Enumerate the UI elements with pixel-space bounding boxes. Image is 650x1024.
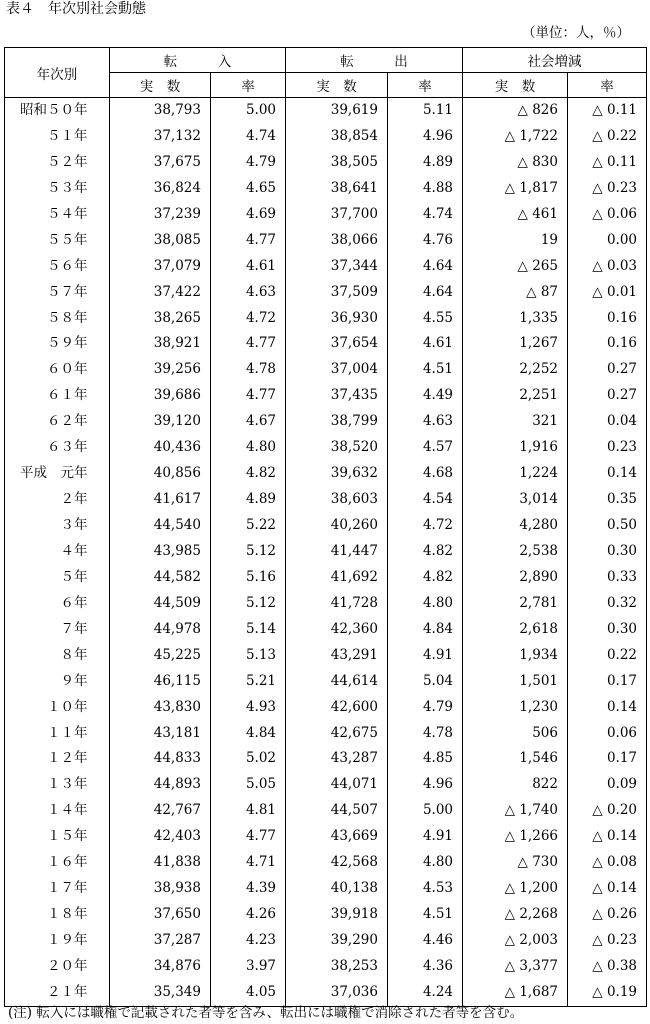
table-row: [5, 254, 647, 280]
out-count-cell: 41,692: [286, 565, 388, 591]
change-rate-cell: 0.50: [568, 513, 647, 539]
year-cell: ５２年: [5, 150, 110, 176]
out-rate-cell: 4.82: [388, 539, 463, 565]
table-row: [5, 124, 647, 150]
change-rate-cell: △ 0.14: [568, 824, 647, 850]
in-rate-cell: 5.13: [211, 643, 286, 669]
in-rate-cell: 4.71: [211, 850, 286, 876]
year-cell: １７年: [5, 876, 110, 902]
in-rate-cell: 4.78: [211, 357, 286, 383]
change-count-cell: 1,916: [463, 435, 568, 461]
year-cell: ５年: [5, 565, 110, 591]
in-count-cell: 40,856: [110, 461, 211, 487]
year-cell: ５８年: [5, 306, 110, 332]
in-rate-cell: 4.23: [211, 928, 286, 954]
in-count-cell: 44,893: [110, 772, 211, 798]
year-cell: １６年: [5, 850, 110, 876]
change-rate-cell: △ 0.03: [568, 254, 647, 280]
change-count-cell: △ 1,200: [463, 876, 568, 902]
in-rate-cell: 4.77: [211, 331, 286, 357]
change-count-cell: 2,618: [463, 617, 568, 643]
year-cell: ８年: [5, 643, 110, 669]
in-count-cell: 39,120: [110, 409, 211, 435]
in-count-cell: 44,509: [110, 591, 211, 617]
change-rate-cell: 0.04: [568, 409, 647, 435]
change-rate-cell: 0.22: [568, 643, 647, 669]
out-rate-cell: 4.80: [388, 850, 463, 876]
out-rate-cell: 4.79: [388, 695, 463, 721]
in-rate-cell: 4.26: [211, 902, 286, 928]
change-rate-cell: 0.32: [568, 591, 647, 617]
out-rate-cell: 4.76: [388, 228, 463, 254]
change-count-cell: △ 2,003: [463, 928, 568, 954]
change-rate-cell: 0.06: [568, 721, 647, 747]
out-count-cell: 39,619: [286, 98, 388, 124]
change-rate-cell: △ 0.01: [568, 280, 647, 306]
out-count-cell: 39,290: [286, 928, 388, 954]
out-count-cell: 44,507: [286, 798, 388, 824]
year-cell: ６１年: [5, 383, 110, 409]
out-rate-cell: 4.61: [388, 331, 463, 357]
year-cell: １９年: [5, 928, 110, 954]
change-rate-cell: 0.30: [568, 617, 647, 643]
in-rate-cell: 4.77: [211, 824, 286, 850]
out-count-cell: 37,344: [286, 254, 388, 280]
change-rate-cell: 0.33: [568, 565, 647, 591]
in-count-cell: 37,650: [110, 902, 211, 928]
out-rate-cell: 4.36: [388, 954, 463, 980]
header-in-rate: 率: [211, 73, 286, 98]
out-rate-cell: 4.53: [388, 876, 463, 902]
change-count-cell: 4,280: [463, 513, 568, 539]
out-rate-cell: 5.00: [388, 798, 463, 824]
in-rate-cell: 5.21: [211, 669, 286, 695]
change-rate-cell: △ 0.11: [568, 98, 647, 124]
change-count-cell: △ 1,266: [463, 824, 568, 850]
year-cell: ２年: [5, 487, 110, 513]
out-rate-cell: 4.78: [388, 721, 463, 747]
in-count-cell: 37,239: [110, 202, 211, 228]
out-count-cell: 44,071: [286, 772, 388, 798]
out-rate-cell: 4.63: [388, 409, 463, 435]
in-count-cell: 43,181: [110, 721, 211, 747]
in-rate-cell: 5.22: [211, 513, 286, 539]
table-row: [5, 695, 647, 721]
out-rate-cell: 4.51: [388, 902, 463, 928]
out-rate-cell: 5.04: [388, 669, 463, 695]
change-rate-cell: 0.23: [568, 435, 647, 461]
header-in-count: 実 数: [110, 73, 211, 98]
table-row: [5, 746, 647, 772]
out-rate-cell: 4.80: [388, 591, 463, 617]
change-count-cell: 1,267: [463, 331, 568, 357]
in-rate-cell: 5.12: [211, 539, 286, 565]
in-count-cell: 36,824: [110, 176, 211, 202]
change-rate-cell: 0.17: [568, 669, 647, 695]
out-count-cell: 37,700: [286, 202, 388, 228]
in-rate-cell: 4.93: [211, 695, 286, 721]
in-rate-cell: 4.61: [211, 254, 286, 280]
table-row: [5, 357, 647, 383]
table-row: [5, 876, 647, 902]
change-count-cell: 321: [463, 409, 568, 435]
in-count-cell: 37,287: [110, 928, 211, 954]
in-rate-cell: 4.74: [211, 124, 286, 150]
year-cell: １８年: [5, 902, 110, 928]
out-rate-cell: 4.91: [388, 824, 463, 850]
change-rate-cell: △ 0.23: [568, 928, 647, 954]
change-count-cell: 1,230: [463, 695, 568, 721]
social-dynamics-table: [4, 47, 647, 1007]
table-row: [5, 902, 647, 928]
change-count-cell: 822: [463, 772, 568, 798]
year-cell: ６３年: [5, 435, 110, 461]
year-cell: ６２年: [5, 409, 110, 435]
year-cell: ２１年: [5, 980, 110, 1006]
table-row: [5, 980, 647, 1006]
in-count-cell: 35,349: [110, 980, 211, 1006]
out-rate-cell: 4.57: [388, 435, 463, 461]
out-count-cell: 39,632: [286, 461, 388, 487]
change-count-cell: 2,251: [463, 383, 568, 409]
header-change-rate: 率: [568, 73, 647, 98]
year-cell: １２年: [5, 746, 110, 772]
out-count-cell: 37,509: [286, 280, 388, 306]
change-rate-cell: 0.27: [568, 357, 647, 383]
out-count-cell: 38,854: [286, 124, 388, 150]
out-count-cell: 38,603: [286, 487, 388, 513]
table-row: [5, 513, 647, 539]
year-cell: ６年: [5, 591, 110, 617]
year-cell: １１年: [5, 721, 110, 747]
change-rate-cell: △ 0.08: [568, 850, 647, 876]
change-count-cell: 1,224: [463, 461, 568, 487]
in-count-cell: 44,582: [110, 565, 211, 591]
in-rate-cell: 4.89: [211, 487, 286, 513]
table-row: [5, 721, 647, 747]
in-count-cell: 40,436: [110, 435, 211, 461]
out-rate-cell: 4.72: [388, 513, 463, 539]
out-count-cell: 42,675: [286, 721, 388, 747]
out-count-cell: 40,138: [286, 876, 388, 902]
in-count-cell: 41,617: [110, 487, 211, 513]
out-count-cell: 42,360: [286, 617, 388, 643]
in-rate-cell: 4.77: [211, 228, 286, 254]
in-count-cell: 41,838: [110, 850, 211, 876]
year-cell: ３年: [5, 513, 110, 539]
table-row: [5, 228, 647, 254]
in-count-cell: 44,540: [110, 513, 211, 539]
change-rate-cell: △ 0.11: [568, 150, 647, 176]
in-count-cell: 43,830: [110, 695, 211, 721]
change-count-cell: 506: [463, 721, 568, 747]
table-row: [5, 669, 647, 695]
out-count-cell: 42,568: [286, 850, 388, 876]
in-rate-cell: 4.63: [211, 280, 286, 306]
year-cell: １０年: [5, 695, 110, 721]
change-count-cell: △ 1,687: [463, 980, 568, 1006]
year-cell: ７年: [5, 617, 110, 643]
out-rate-cell: 4.64: [388, 254, 463, 280]
in-rate-cell: 5.12: [211, 591, 286, 617]
out-count-cell: 43,287: [286, 746, 388, 772]
change-count-cell: △ 826: [463, 98, 568, 124]
header-change-count: 実 数: [463, 73, 568, 98]
out-count-cell: 38,066: [286, 228, 388, 254]
in-count-cell: 38,085: [110, 228, 211, 254]
in-rate-cell: 5.14: [211, 617, 286, 643]
out-rate-cell: 4.82: [388, 565, 463, 591]
in-rate-cell: 4.05: [211, 980, 286, 1006]
in-rate-cell: 4.84: [211, 721, 286, 747]
out-rate-cell: 4.64: [388, 280, 463, 306]
change-count-cell: 2,890: [463, 565, 568, 591]
out-rate-cell: 4.68: [388, 461, 463, 487]
year-cell: １４年: [5, 798, 110, 824]
footnote: (注) 転入には職権で記載された者等を含み、転出には職権で消除された者等を含む。: [8, 1005, 524, 1021]
change-count-cell: 1,335: [463, 306, 568, 332]
change-count-cell: 2,252: [463, 357, 568, 383]
out-count-cell: 43,669: [286, 824, 388, 850]
in-count-cell: 37,132: [110, 124, 211, 150]
in-rate-cell: 5.02: [211, 746, 286, 772]
change-count-cell: △ 730: [463, 850, 568, 876]
out-rate-cell: 4.24: [388, 980, 463, 1006]
change-count-cell: △ 830: [463, 150, 568, 176]
out-count-cell: 38,520: [286, 435, 388, 461]
year-cell: ９年: [5, 669, 110, 695]
table-row: [5, 565, 647, 591]
change-rate-cell: △ 0.14: [568, 876, 647, 902]
in-rate-cell: 4.72: [211, 306, 286, 332]
change-count-cell: △ 2,268: [463, 902, 568, 928]
in-rate-cell: 4.39: [211, 876, 286, 902]
change-count-cell: △ 1,740: [463, 798, 568, 824]
table-row: [5, 850, 647, 876]
change-rate-cell: 0.14: [568, 695, 647, 721]
year-cell: ５１年: [5, 124, 110, 150]
in-rate-cell: 5.00: [211, 98, 286, 124]
out-rate-cell: 4.85: [388, 746, 463, 772]
out-count-cell: 37,435: [286, 383, 388, 409]
unit-label: （単位：人，％）: [522, 25, 630, 41]
in-count-cell: 42,767: [110, 798, 211, 824]
table-row: [5, 409, 647, 435]
out-count-cell: 37,036: [286, 980, 388, 1006]
table-row: [5, 150, 647, 176]
table-row: [5, 331, 647, 357]
table-row: [5, 306, 647, 332]
in-count-cell: 37,079: [110, 254, 211, 280]
out-rate-cell: 4.46: [388, 928, 463, 954]
table-row: [5, 202, 647, 228]
out-count-cell: 40,260: [286, 513, 388, 539]
in-rate-cell: 4.80: [211, 435, 286, 461]
change-rate-cell: 0.09: [568, 772, 647, 798]
in-rate-cell: 4.79: [211, 150, 286, 176]
out-rate-cell: 4.74: [388, 202, 463, 228]
out-count-cell: 37,654: [286, 331, 388, 357]
year-cell: ５５年: [5, 228, 110, 254]
in-count-cell: 38,265: [110, 306, 211, 332]
change-count-cell: 3,014: [463, 487, 568, 513]
out-rate-cell: 4.89: [388, 150, 463, 176]
change-rate-cell: 0.14: [568, 461, 647, 487]
out-rate-cell: 4.55: [388, 306, 463, 332]
change-count-cell: 19: [463, 228, 568, 254]
change-count-cell: 2,538: [463, 539, 568, 565]
in-count-cell: 44,978: [110, 617, 211, 643]
table-row: [5, 383, 647, 409]
table-row: [5, 591, 647, 617]
change-count-cell: △ 265: [463, 254, 568, 280]
year-cell: ６０年: [5, 357, 110, 383]
in-count-cell: 43,985: [110, 539, 211, 565]
in-count-cell: 34,876: [110, 954, 211, 980]
in-count-cell: 42,403: [110, 824, 211, 850]
table-row: [5, 461, 647, 487]
change-count-cell: △ 461: [463, 202, 568, 228]
out-count-cell: 38,505: [286, 150, 388, 176]
in-count-cell: 46,115: [110, 669, 211, 695]
in-rate-cell: 4.82: [211, 461, 286, 487]
change-rate-cell: △ 0.20: [568, 798, 647, 824]
out-count-cell: 38,641: [286, 176, 388, 202]
table-body: [5, 98, 647, 1007]
out-count-cell: 42,600: [286, 695, 388, 721]
out-count-cell: 36,930: [286, 306, 388, 332]
year-cell: ５６年: [5, 254, 110, 280]
year-cell: 平成 元年: [5, 461, 110, 487]
out-rate-cell: 5.11: [388, 98, 463, 124]
out-count-cell: 41,728: [286, 591, 388, 617]
in-rate-cell: 5.16: [211, 565, 286, 591]
table-row: [5, 280, 647, 306]
year-cell: ５７年: [5, 280, 110, 306]
in-count-cell: 39,256: [110, 357, 211, 383]
table-row: [5, 824, 647, 850]
year-cell: １３年: [5, 772, 110, 798]
out-count-cell: 41,447: [286, 539, 388, 565]
out-count-cell: 43,291: [286, 643, 388, 669]
change-count-cell: △ 3,377: [463, 954, 568, 980]
change-rate-cell: 0.16: [568, 331, 647, 357]
year-cell: ２０年: [5, 954, 110, 980]
change-count-cell: 1,501: [463, 669, 568, 695]
in-count-cell: 44,833: [110, 746, 211, 772]
change-rate-cell: △ 0.23: [568, 176, 647, 202]
header-year: 年次別: [5, 48, 110, 98]
change-rate-cell: 0.27: [568, 383, 647, 409]
in-rate-cell: 4.67: [211, 409, 286, 435]
table-row: [5, 954, 647, 980]
header-move-out: 転 出: [286, 48, 463, 73]
in-rate-cell: 5.05: [211, 772, 286, 798]
table-row: [5, 435, 647, 461]
change-count-cell: △ 1,817: [463, 176, 568, 202]
year-cell: ５３年: [5, 176, 110, 202]
change-rate-cell: 0.00: [568, 228, 647, 254]
in-rate-cell: 4.81: [211, 798, 286, 824]
change-count-cell: 1,546: [463, 746, 568, 772]
table-row: [5, 928, 647, 954]
out-rate-cell: 4.88: [388, 176, 463, 202]
in-count-cell: 39,686: [110, 383, 211, 409]
out-rate-cell: 4.91: [388, 643, 463, 669]
table-row: [5, 176, 647, 202]
in-rate-cell: 4.77: [211, 383, 286, 409]
out-rate-cell: 4.51: [388, 357, 463, 383]
year-cell: １５年: [5, 824, 110, 850]
out-rate-cell: 4.96: [388, 124, 463, 150]
change-rate-cell: 0.35: [568, 487, 647, 513]
change-rate-cell: 0.17: [568, 746, 647, 772]
change-rate-cell: △ 0.22: [568, 124, 647, 150]
change-rate-cell: △ 0.26: [568, 902, 647, 928]
in-count-cell: 37,422: [110, 280, 211, 306]
out-count-cell: 44,614: [286, 669, 388, 695]
change-count-cell: 1,934: [463, 643, 568, 669]
year-cell: ４年: [5, 539, 110, 565]
in-count-cell: 38,793: [110, 98, 211, 124]
table-row: [5, 487, 647, 513]
in-count-cell: 45,225: [110, 643, 211, 669]
change-rate-cell: △ 0.19: [568, 980, 647, 1006]
change-rate-cell: △ 0.38: [568, 954, 647, 980]
table-row: [5, 643, 647, 669]
table-row: [5, 798, 647, 824]
header-out-count: 実 数: [286, 73, 388, 98]
change-rate-cell: 0.30: [568, 539, 647, 565]
table-row: [5, 617, 647, 643]
table-row: [5, 539, 647, 565]
out-count-cell: 38,799: [286, 409, 388, 435]
in-rate-cell: 4.69: [211, 202, 286, 228]
in-count-cell: 38,938: [110, 876, 211, 902]
header-out-rate: 率: [388, 73, 463, 98]
change-count-cell: △ 1,722: [463, 124, 568, 150]
in-count-cell: 38,921: [110, 331, 211, 357]
out-rate-cell: 4.54: [388, 487, 463, 513]
change-rate-cell: 0.16: [568, 306, 647, 332]
table-row: [5, 772, 647, 798]
year-cell: ５９年: [5, 331, 110, 357]
in-rate-cell: 4.65: [211, 176, 286, 202]
header-social-change: 社会増減: [463, 48, 647, 73]
header-move-in: 転 入: [110, 48, 286, 73]
change-count-cell: 2,781: [463, 591, 568, 617]
year-cell: 昭和５０年: [5, 98, 110, 124]
out-rate-cell: 4.96: [388, 772, 463, 798]
out-count-cell: 38,253: [286, 954, 388, 980]
in-count-cell: 37,675: [110, 150, 211, 176]
in-rate-cell: 3.97: [211, 954, 286, 980]
year-cell: ５４年: [5, 202, 110, 228]
table-title: 表４ 年次別社会動態: [6, 1, 146, 17]
out-count-cell: 37,004: [286, 357, 388, 383]
out-rate-cell: 4.84: [388, 617, 463, 643]
out-count-cell: 39,918: [286, 902, 388, 928]
table-row: [5, 98, 647, 124]
out-rate-cell: 4.49: [388, 383, 463, 409]
change-rate-cell: △ 0.06: [568, 202, 647, 228]
change-count-cell: △ 87: [463, 280, 568, 306]
